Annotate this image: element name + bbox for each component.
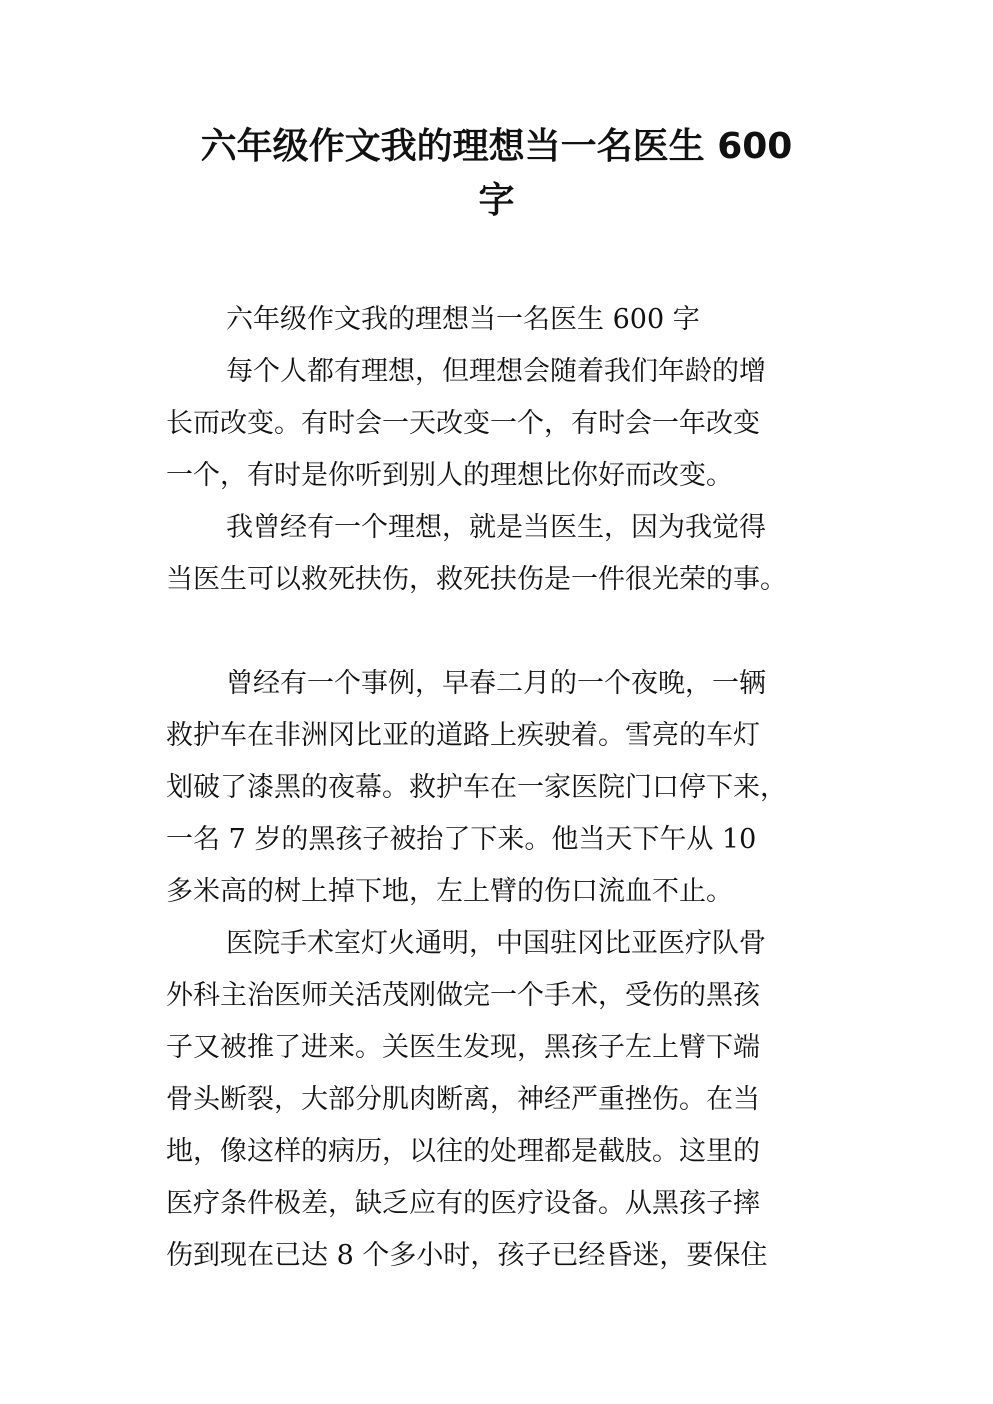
- body-line: 子又被推了进来。关医生发现，黑孩子左上臂下端: [166, 1032, 760, 1063]
- document-title: [0, 120, 993, 228]
- body-line: 医疗条件极差，缺乏应有的医疗设备。从黑孩子摔: [166, 1188, 760, 1219]
- body-line: 骨头断裂，大部分肌肉断离，神经严重挫伤。在当: [166, 1084, 760, 1115]
- body-line: 划破了漆黑的夜幕。救护车在一家医院门口停下来，: [166, 772, 787, 803]
- body-line: 救护车在非洲冈比亚的道路上疾驶着。雪亮的车灯: [166, 720, 760, 751]
- body-line: 六年级作文我的理想当一名医生 600 字: [226, 304, 700, 335]
- body-line: 一个，有时是你听到别人的理想比你好而改变。: [166, 460, 733, 491]
- body-line: 每个人都有理想，但理想会随着我们年龄的增: [226, 356, 766, 387]
- document-body: [166, 294, 866, 1282]
- body-line: 曾经有一个事例，早春二月的一个夜晚，一辆: [226, 668, 766, 699]
- body-line: 多米高的树上掉下地，左上臂的伤口流血不止。: [166, 876, 733, 907]
- title-line: 字: [478, 180, 515, 221]
- body-line: 地，像这样的病历，以往的处理都是截肢。这里的: [166, 1136, 760, 1167]
- body-line: 当医生可以救死扶伤，救死扶伤是一件很光荣的事。: [166, 564, 787, 595]
- body-line: 长而改变。有时会一天改变一个，有时会一年改变: [166, 408, 760, 439]
- body-line: 伤到现在已达 8 个多小时，孩子已经昏迷，要保住: [166, 1240, 768, 1271]
- body-line: 我曾经有一个理想，就是当医生，因为我觉得: [226, 512, 766, 543]
- body-line: 一名 7 岁的黑孩子被抬了下来。他当天下午从 10: [166, 824, 757, 855]
- title-line: 六年级作文我的理想当一名医生 600: [200, 126, 793, 167]
- body-line: 外科主治医师关活茂刚做完一个手术，受伤的黑孩: [166, 980, 760, 1011]
- blank-line: [166, 606, 866, 658]
- body-line: 医院手术室灯火通明，中国驻冈比亚医疗队骨: [226, 928, 766, 959]
